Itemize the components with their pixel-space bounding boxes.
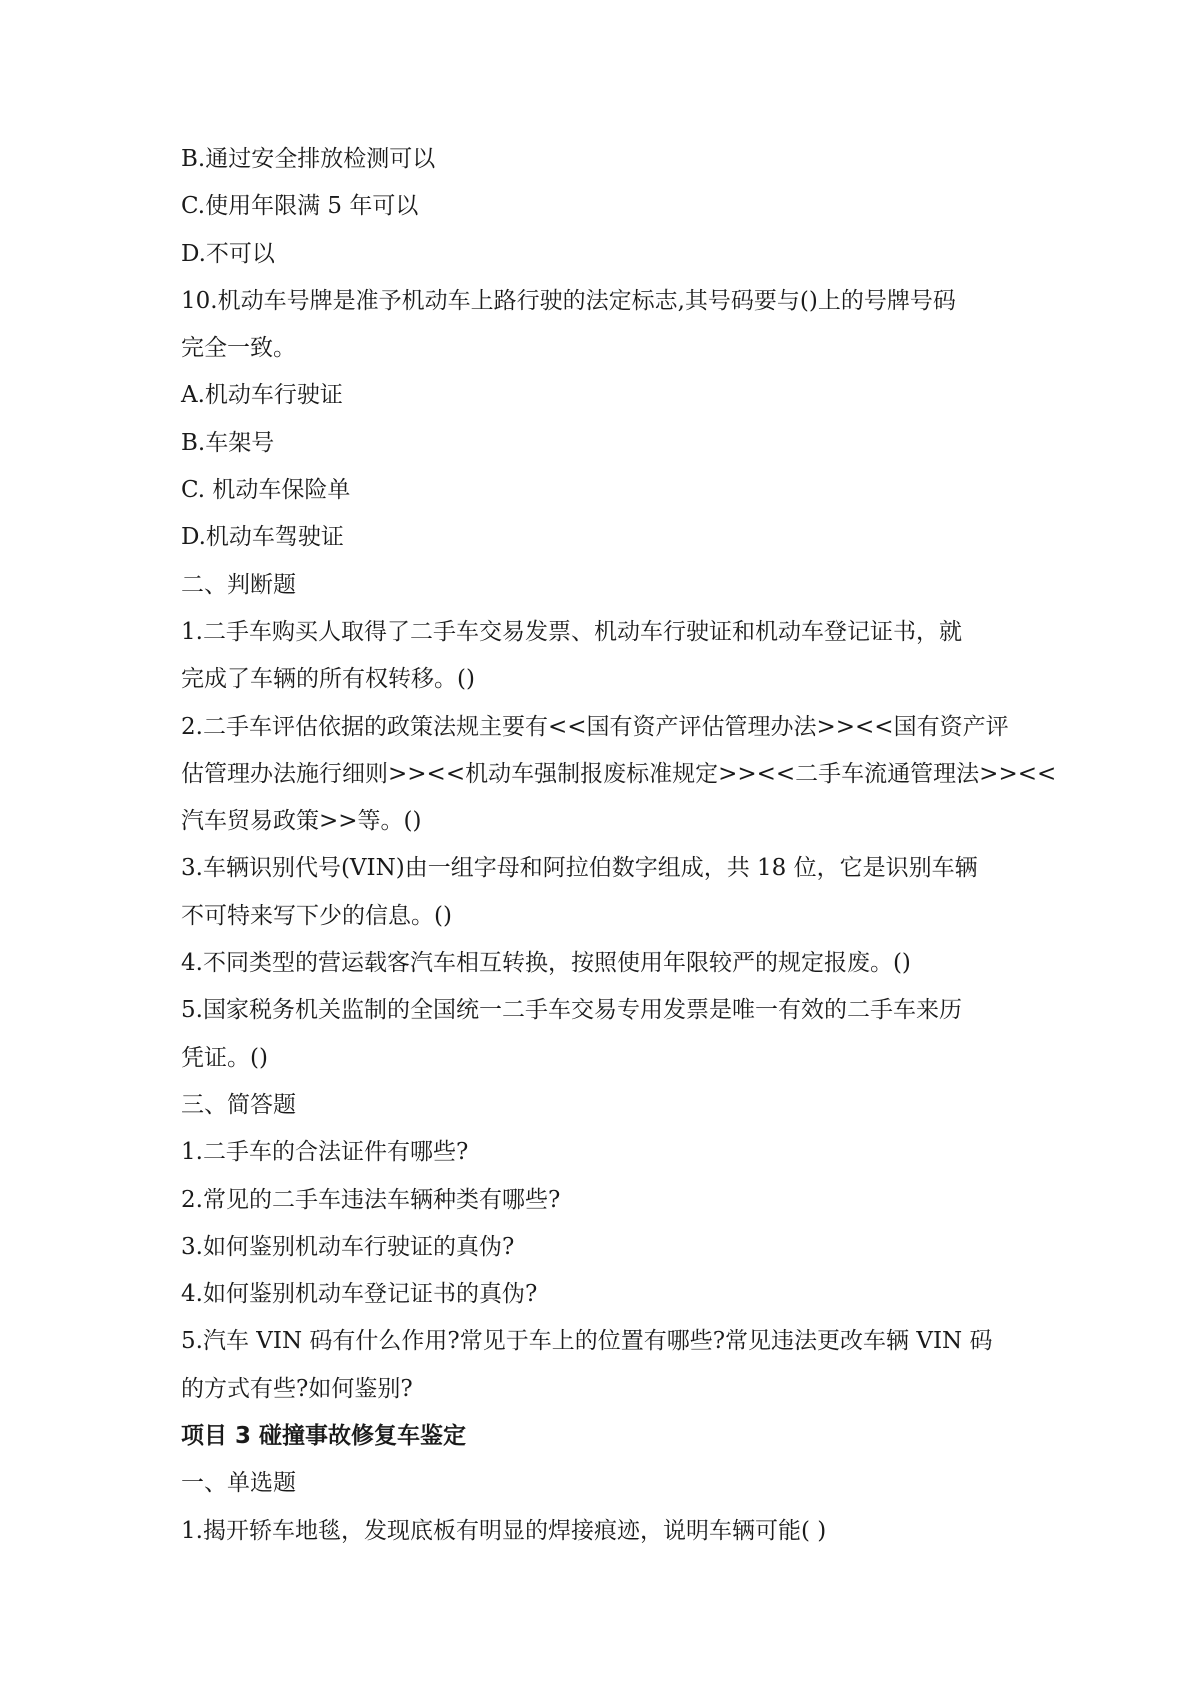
tf-question-3-line-2: 不可特来写下少的信息。() (181, 902, 452, 929)
tf-question-1-line-1: 1.二手车购买人取得了二手车交易发票、机动车行驶证和机动车登记证书，就 (181, 618, 962, 645)
option-b-line: B.通过安全排放检测可以 (181, 146, 436, 172)
tf-question-3-line-1: 3.车辆识别代号(VIN)由一组字母和阿拉伯数字组成，共 18 位，它是识别车辆 (181, 855, 978, 882)
sa-question-5-line-1: 5.汽车 VIN 码有什么作用?常见于车上的位置有哪些?常见违法更改车辆 VIN 码 (181, 1328, 993, 1355)
question-10-line-1: 10.机动车号牌是准予机动车上路行驶的法定标志,其号码要与()上的号牌号码 (181, 287, 956, 314)
question-10-option-d: D.机动车驾驶证 (181, 524, 344, 551)
section-heading-short-answer: 三、简答题 (181, 1091, 296, 1118)
sa-question-1: 1.二手车的合法证件有哪些? (181, 1139, 469, 1166)
tf-question-1-line-2: 完成了车辆的所有权转移。() (181, 666, 475, 693)
tf-question-5-line-2: 凭证。() (181, 1044, 268, 1071)
question-10-option-b: B.车架号 (181, 429, 275, 456)
section-heading-single-choice: 一、单选题 (181, 1470, 296, 1497)
tf-question-5-line-1: 5.国家税务机关监制的全国统一二手车交易专用发票是唯一有效的二手车来历 (181, 997, 962, 1024)
sa-question-3: 3.如何鉴别机动车行驶证的真伪? (181, 1233, 515, 1260)
tf-question-4: 4.不同类型的营运载客汽车相互转换，按照使用年限较严的规定报废。() (181, 950, 911, 977)
option-d-line: D.不可以 (181, 240, 275, 267)
question-10-option-c: C. 机动车保险单 (181, 477, 351, 504)
option-c-line: C.使用年限满 5 年可以 (181, 193, 419, 220)
tf-question-2-line-2: 估管理办法施行细则>><<机动车强制报废标准规定>><<二手车流通管理法>><< (181, 760, 1057, 787)
question-10-option-a: A.机动车行驶证 (181, 382, 343, 409)
tf-question-2-line-3: 汽车贸易政策>>等。() (181, 808, 422, 835)
sa-question-5-line-2: 的方式有些?如何鉴别? (181, 1375, 413, 1402)
sa-question-4: 4.如何鉴别机动车登记证书的真伪? (181, 1281, 538, 1308)
project-3-heading: 项目 3 碰撞事故修复车鉴定 (181, 1423, 467, 1450)
document-body (181, 136, 1057, 1555)
sa-question-2: 2.常见的二手车违法车辆种类有哪些? (181, 1186, 561, 1213)
question-10-line-2: 完全一致。 (181, 335, 296, 362)
tf-question-2-line-1: 2.二手车评估依据的政策法规主要有<<国有资产评估管理办法>><<国有资产评 (181, 713, 1009, 740)
sc-question-1: 1.揭开轿车地毯，发现底板有明显的焊接痕迹，说明车辆可能( ) (181, 1517, 827, 1544)
section-heading-true-false: 二、判断题 (181, 571, 296, 598)
